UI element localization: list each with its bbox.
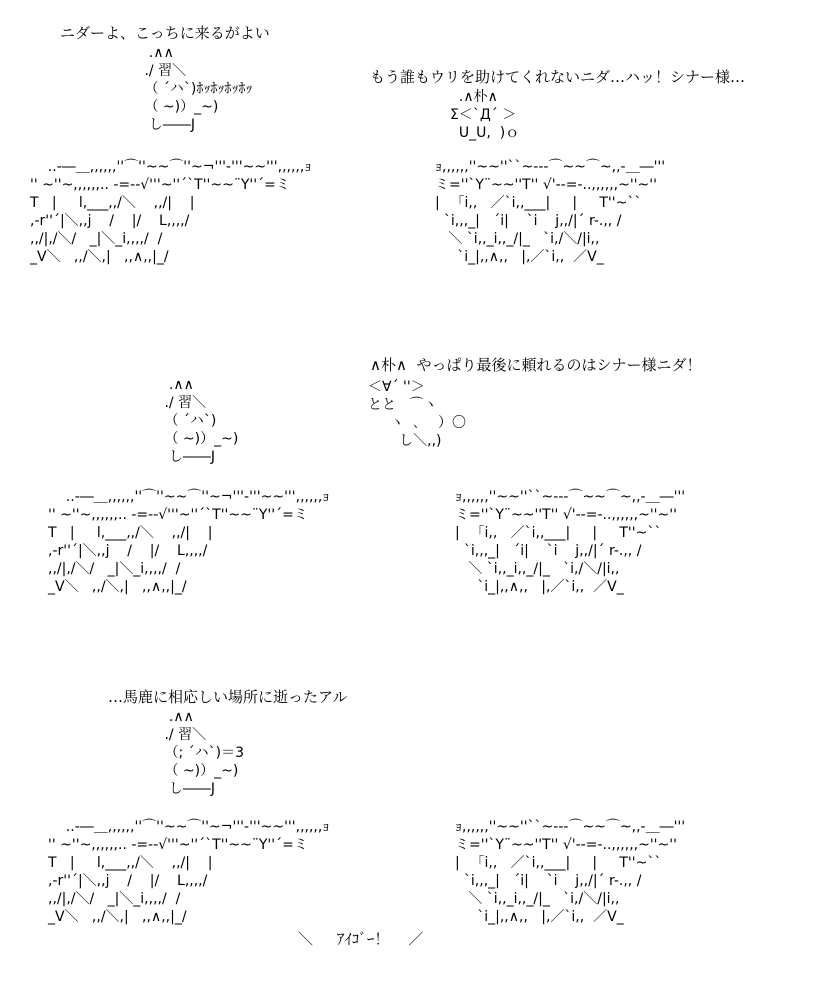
pot-left-aa: ..‐―＿,,,,,,''⌒''~~⌒''~¬'''‐'''~~''',,,,,,ｮ '' ~''~,,,,,,.. -=-‐√'''~''´`T''~~¨Y''´=ミ T | l,___,,/＼ ,,/| | ,-r''´|＼,,j / |/ L,,,,/ ,,/|,/＼/ _|＼_i,,,,/ / _V＼ ,,/＼,| ,,∧,,|_/	[30, 159, 312, 265]
pot-left-aa: ..‐―＿,,,,,,''⌒''~~⌒''~¬'''‐'''~~''',,,,,,ｮ '' ~''~,,,,,,.. -=-‐√'''~''´`T''~~¨Y''´=ミ T | l,___,,/＼ ,,/| | ,-r''´|＼,,j / |/ L,,,,/ ,,/|,/＼/ _|＼_i,,,,/ / _V＼ ,,/＼,| ,,∧,,|_/	[48, 819, 330, 925]
pot-left-aa: ..‐―＿,,,,,,''⌒''~~⌒''~¬'''‐'''~~''',,,,,,ｮ '' ~''~,,,,,,.. -=-‐√'''~''´`T''~~¨Y''´=ミ T | l,___,,/＼ ,,/| | ,-r''´|＼,,j / |/ L,,,,/ ,,/|,/＼/ _|＼_i,,,,/ / _V＼ ,,/＼,| ,,∧,,|_/	[48, 489, 330, 595]
china-character-aa: .∧∧ ./ 習＼ （; ´ハ`)＝3 （ ~)）_~) し――J	[164, 709, 244, 797]
pot-right-aa: ｮ,,,,,,''~~''``~‐‐‐⌒~~⌒~,,‐＿―''' ミ=''`Y¨~~''T'' √'‐-=-..,,,,,,~''~'' | ｢i,, ／`i,,___| | T''~`` `i,,,_| ´i| `i j,,/|´ r-.,, / ＼ `i,,_i,,_/|_ `i,/＼/|i,, `i_|,,∧,, |,／`i,, ／V_	[455, 819, 686, 925]
korea-character-aa: ＜∀´ ''＞ とと ⌒ヽ ヽ ､ ）〇 し＼,,)	[368, 379, 466, 449]
china-character-aa: .∧∧ ./ 習＼ （ ´ハ`)ﾎｯﾎｯﾎｯﾎｯ （ ~)）_~) し――J	[144, 45, 253, 133]
speech-korea-desperate: もう誰もウリを助けてくれないニダ…ハッ！シナー様…	[370, 68, 746, 86]
pot-right-aa: ｮ,,,,,,''~~''``~‐‐‐⌒~~⌒~,,‐＿―''' ミ=''`Y¨~~''T'' √'‐-=-..,,,,,,~''~'' | ｢i,, ／`i,,___| | T''~`` `i,,,_| ´i| `i j,,/|´ r-.,, / ＼ `i,,_i,,_/|_ `i,/＼/|i,, `i_|,,∧,, |,／`i,, ／V_	[455, 489, 686, 595]
speech-ni-ichida: ニダーよ、こっちに来るがよい	[60, 24, 270, 42]
china-character-aa: .∧∧ ./ 習＼ （ ´ハ`) （ ~)）_~) し――J	[164, 377, 239, 465]
korea-character-aa: .∧朴∧ Σ＜`Д´ ＞ U_U, )ｏ	[450, 89, 520, 141]
speech-china-verdict: …馬鹿に相応しい場所に逝ったアル	[108, 688, 348, 706]
speech-korea-relief: ∧朴∧ やっぱり最後に頼れるのはシナー様ニダ！	[370, 356, 702, 374]
aigo-exclamation: ＼ ｱｲｺﾞｰ！ ／	[298, 930, 424, 948]
pot-right-aa: ｮ,,,,,,''~~''``~‐‐‐⌒~~⌒~,,‐＿―''' ミ=''`Y¨~~''T'' √'‐-=-..,,,,,,~''~'' | ｢i,, ／`i,,___| | T''~`` `i,,,_| ´i| `i j,,/|´ r-.,, / ＼ `i,,_i,,_/|_ `i,/＼/|i,, `i_|,,∧,, |,／`i,, ／V_	[435, 159, 666, 265]
